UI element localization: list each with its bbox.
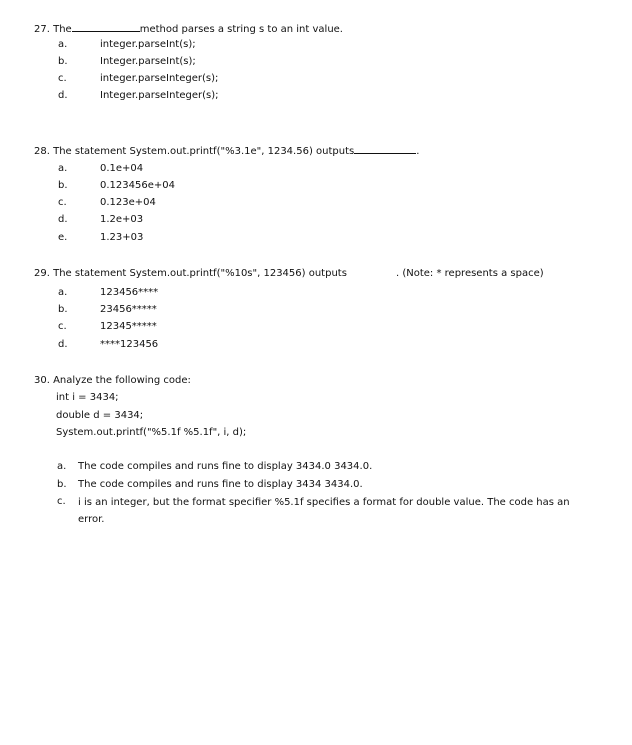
question-number: 30. <box>34 375 50 386</box>
option-letter: a. <box>57 461 67 472</box>
code-line: System.out.printf("%5.1f %5.1f", i, d); <box>56 427 247 438</box>
option-letter: b. <box>58 304 68 315</box>
option-letter: d. <box>58 339 68 350</box>
question-number: 29. <box>34 268 50 279</box>
question-27-stem <box>34 22 343 36</box>
option-text: 1.2e+03 <box>100 214 144 225</box>
option-text: integer.parseInt(s); <box>100 39 196 50</box>
answer-blank <box>72 22 140 32</box>
option-letter: a. <box>58 163 68 174</box>
option-text: 1.23+03 <box>100 232 144 243</box>
option-letter: c. <box>57 496 66 507</box>
question-29-stem <box>34 268 347 280</box>
question-stem-before: The <box>53 24 72 35</box>
option-letter: e. <box>58 232 68 243</box>
option-letter: c. <box>58 197 67 208</box>
option-letter: a. <box>58 287 68 298</box>
option-text: 123456**** <box>100 287 159 298</box>
option-letter: a. <box>58 39 68 50</box>
option-text: i is an integer, but the format specifier %5.1f specifies a format for double value. The code has an error. <box>78 497 570 525</box>
option-letter: b. <box>58 56 68 67</box>
option-letter: d. <box>58 90 68 101</box>
question-30-stem <box>34 375 191 387</box>
option-text: Integer.parseInt(s); <box>100 56 196 67</box>
option-text: integer.parseInteger(s); <box>100 73 219 84</box>
question-stem-after: . <box>416 146 420 157</box>
question-28-stem <box>34 144 419 158</box>
option-text: 12345***** <box>100 321 157 332</box>
option-text: Integer.parseInteger(s); <box>100 90 219 101</box>
option-letter: c. <box>58 321 67 332</box>
question-note: . (Note: * represents a space) <box>396 268 544 279</box>
question-number: 28. <box>34 146 50 157</box>
option-letter: d. <box>58 214 68 225</box>
option-text: 0.1e+04 <box>100 163 144 174</box>
option-text: The code compiles and runs fine to display 3434.0 3434.0. <box>78 461 373 472</box>
question-stem-after: method parses a string s to an int value. <box>139 24 343 35</box>
option-text: ****123456 <box>100 339 159 350</box>
code-line: double d = 3434; <box>56 410 144 421</box>
answer-blank <box>354 144 416 154</box>
option-letter: c. <box>58 73 67 84</box>
option-text: 0.123456e+04 <box>100 180 175 191</box>
question-stem: Analyze the following code: <box>53 375 191 386</box>
option-letter: b. <box>57 479 67 490</box>
question-number: 27. <box>34 24 50 35</box>
option-text: 0.123e+04 <box>100 197 156 208</box>
option-letter: b. <box>58 180 68 191</box>
option-text: 23456***** <box>100 304 157 315</box>
option-text: The code compiles and runs fine to display 3434 3434.0. <box>78 479 363 490</box>
question-stem: The statement System.out.printf("%10s", 123456) outputs <box>53 268 347 279</box>
code-line: int i = 3434; <box>56 392 119 403</box>
question-stem: The statement System.out.printf("%3.1e", 1234.56) outputs <box>53 146 355 157</box>
